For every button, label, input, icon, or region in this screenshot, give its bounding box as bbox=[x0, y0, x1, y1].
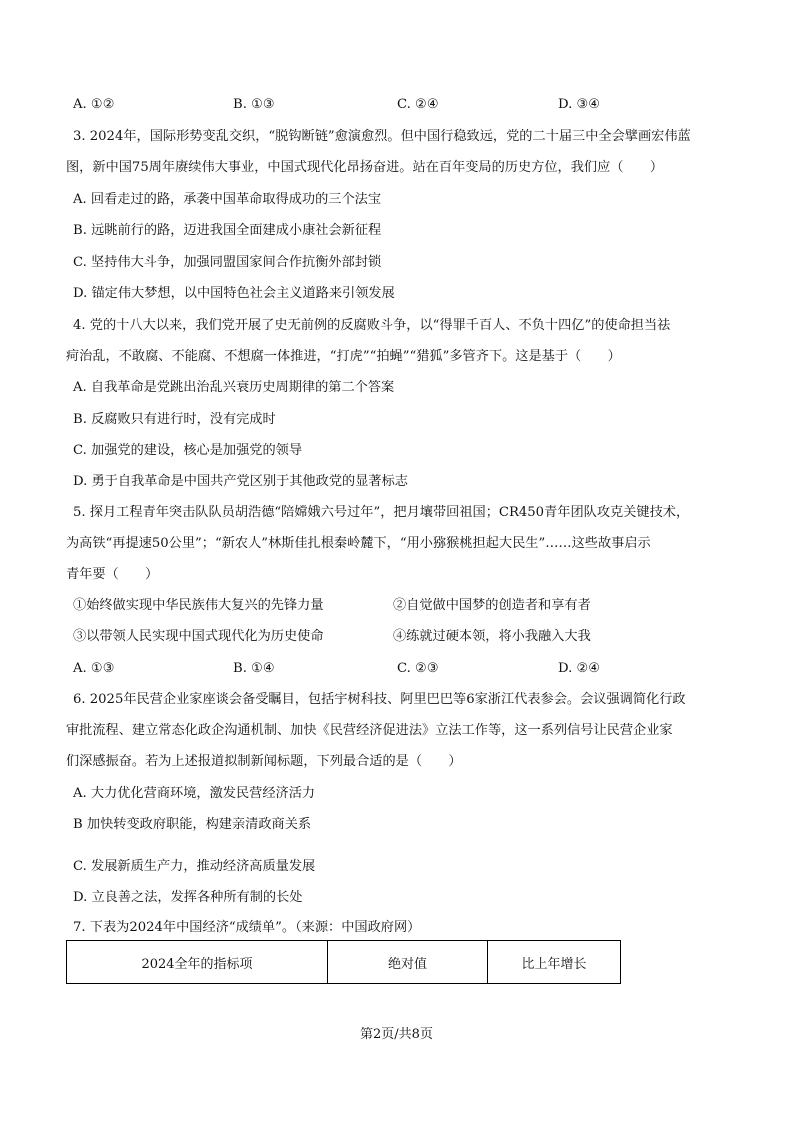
q5-stem-line1: 5. 探月工程青年突击队队员胡浩德“陪嫦娥六号过年”，把月壤带回祖国；CR450青年团队攻克关键技术， bbox=[73, 505, 690, 520]
q7-stem: 7. 下表为2024年中国经济“成绩单”。（来源：中国政府网） bbox=[73, 920, 421, 935]
q4-stem-line2: 疴治乱，不敢腐、不能腐、不想腐一体推进，“打虎”“拍蝇”“猎狐”多管齐下。这是基于（ ） bbox=[66, 349, 621, 364]
q5-item-2: ②自觉做中国梦的创造者和享有者 bbox=[393, 598, 591, 613]
q4-option-b: B. 反腐败只有进行时，没有完成时 bbox=[73, 412, 276, 427]
table-header-row bbox=[67, 941, 621, 984]
q3-option-c: C. 坚持伟大斗争，加强同盟国家间合作抗衡外部封锁 bbox=[73, 255, 382, 270]
option-c: C. ②③ bbox=[397, 661, 439, 676]
q5-item-1: ①始终做实现中华民族伟大复兴的先锋力量 bbox=[73, 598, 324, 613]
q3-option-b: B. 远眺前行的路，迈进我国全面建成小康社会新征程 bbox=[73, 223, 382, 238]
option-c: C. ②④ bbox=[397, 97, 439, 112]
q4-option-a: A. 自我革命是党跳出治乱兴衰历史周期律的第二个答案 bbox=[73, 380, 395, 395]
q6-option-b: B 加快转变政府职能，构建亲清政商关系 bbox=[73, 817, 312, 832]
option-a: A. ①② bbox=[73, 97, 115, 112]
option-b: B. ①③ bbox=[233, 97, 275, 112]
q6-option-d: D. 立良善之法，发挥各种所有制的长处 bbox=[73, 890, 303, 905]
page-number: 第2页/共8页 bbox=[360, 1027, 433, 1042]
q5-stem-line3: 青年要（ ） bbox=[66, 567, 159, 582]
table-header-cell: 绝对值 bbox=[328, 941, 488, 984]
q6-stem-line1: 6. 2025年民营企业家座谈会备受瞩目，包括宇树科技、阿里巴巴等6家浙江代表参会。会议强调简化行政 bbox=[73, 692, 686, 707]
q5-item-4: ④练就过硬本领，将小我融入大我 bbox=[393, 629, 591, 644]
q5-stem-line2: 为高铁“再提速50公里”；“新农人”林斯佳扎根秦岭麓下，“用小猕猴桃担起大民生”……这些故事启示 bbox=[66, 536, 651, 551]
q6-stem-line2: 审批流程、建立常态化政企沟通机制、加快《民营经济促进法》立法工作等，这一系列信号让民营企业家 bbox=[66, 723, 673, 738]
q3-stem-line1: 3. 2024年，国际形势变乱交织，“脱钩断链”愈演愈烈。但中国行稳致远，党的二十届三中全会擘画宏伟蓝 bbox=[73, 129, 691, 144]
q7-table bbox=[66, 940, 621, 984]
option-b: B. ①④ bbox=[233, 661, 275, 676]
q6-stem-line3: 们深感振奋。若为上述报道拟制新闻标题，下列最合适的是（ ） bbox=[66, 754, 462, 769]
table-header-cell: 比上年增长 bbox=[488, 941, 621, 984]
q5-item-3: ③以带领人民实现中国式现代化为历史使命 bbox=[73, 629, 324, 644]
q6-option-a: A. 大力优化营商环境，激发民营经济活力 bbox=[73, 786, 316, 801]
option-d: D. ②④ bbox=[558, 661, 601, 676]
q3-option-a: A. 回看走过的路，承袭中国革命取得成功的三个法宝 bbox=[73, 192, 382, 207]
option-a: A. ①③ bbox=[73, 661, 115, 676]
option-d: D. ③④ bbox=[558, 97, 601, 112]
q6-option-c: C. 发展新质生产力，推动经济高质量发展 bbox=[73, 859, 316, 874]
table-header-cell: 2024全年的指标项 bbox=[67, 941, 328, 984]
q3-stem-line2: 图，新中国75周年赓续伟大事业，中国式现代化昂扬奋进。站在百年变局的历史方位，我们应（ ） bbox=[66, 160, 664, 175]
q4-stem-line1: 4. 党的十八大以来，我们党开展了史无前例的反腐败斗争，以“得罪千百人、不负十四亿”的使命担当祛 bbox=[73, 318, 671, 333]
q4-option-d: D. 勇于自我革命是中国共产党区别于其他政党的显著标志 bbox=[73, 474, 408, 489]
q3-option-d: D. 锚定伟大梦想，以中国特色社会主义道路来引领发展 bbox=[73, 286, 395, 301]
q4-option-c: C. 加强党的建设，核心是加强党的领导 bbox=[73, 443, 303, 458]
